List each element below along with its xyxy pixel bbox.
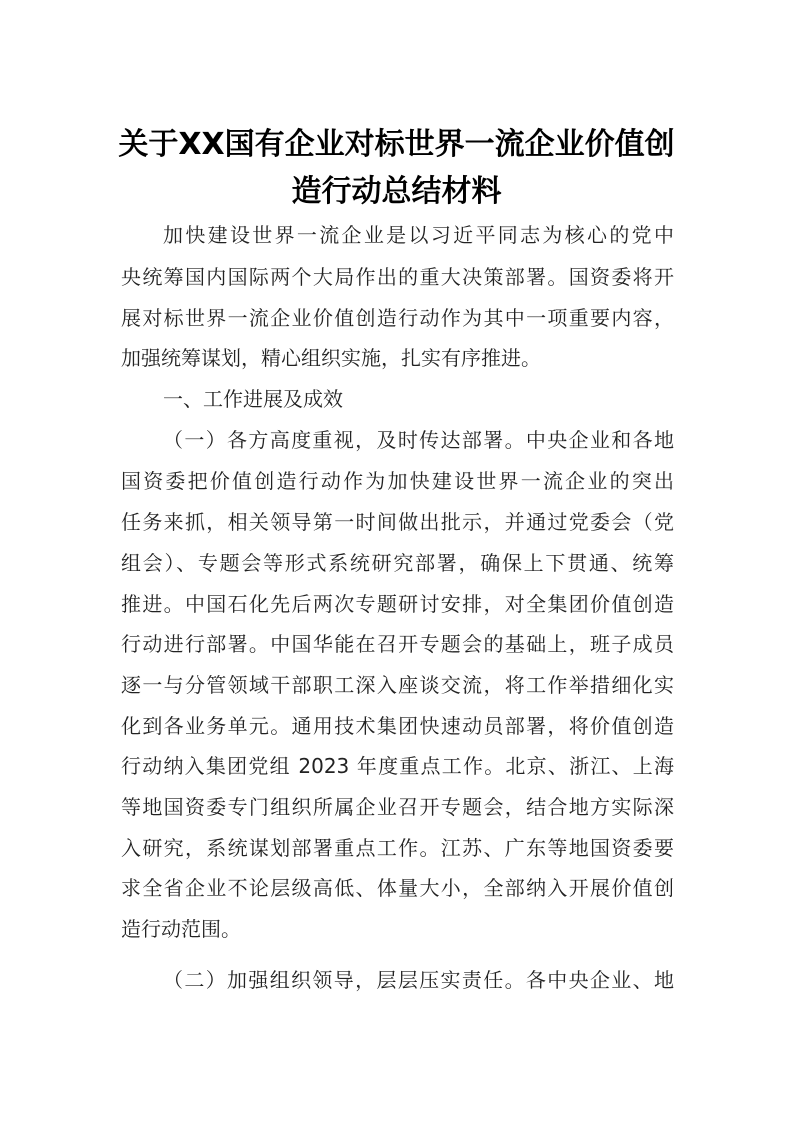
body-text-line: 展对标世界一流企业价值创造行动作为其中一项重要内容， bbox=[121, 306, 674, 330]
body-text-line: 任务来抓，相关领导第一时间做出批示，并通过党委会（党 bbox=[121, 510, 674, 534]
body-text-line: 求全省企业不论层级高低、体量大小，全部纳入开展价值创 bbox=[121, 876, 674, 900]
body-text-line: 国资委把价值创造行动作为加快建设世界一流企业的突出 bbox=[121, 469, 674, 493]
body-text-line: （二）加强组织领导，层层压实责任。各中央企业、地 bbox=[163, 968, 674, 992]
body-text-line: 加快建设世界一流企业是以习近平同志为核心的党中 bbox=[163, 223, 674, 247]
body-text-line: 化到各业务单元。通用技术集团快速动员部署，将价值创造 bbox=[121, 714, 674, 738]
body-text-line: 组会）、专题会等形式系统研究部署，确保上下贯通、统筹 bbox=[121, 551, 674, 575]
body-text-line: 行动进行部署。中国华能在召开专题会的基础上，班子成员 bbox=[121, 632, 674, 656]
body-text-line: （一）各方高度重视，及时传达部署。中央企业和各地 bbox=[163, 428, 674, 452]
body-text-line: 入研究，系统谋划部署重点工作。江苏、广东等地国资委要 bbox=[121, 836, 674, 860]
body-text-line: 行动纳入集团党组 2023 年度重点工作。北京、浙江、上海 bbox=[121, 754, 674, 778]
body-text-line: 造行动范围。 bbox=[121, 917, 241, 941]
body-text-line: 央统筹国内国际两个大局作出的重大决策部署。国资委将开 bbox=[121, 265, 674, 289]
body-text-line: 加强统筹谋划，精心组织实施，扎实有序推进。 bbox=[121, 346, 541, 370]
document-title-line-2: 造行动总结材料 bbox=[291, 174, 502, 209]
body-text-line: 等地国资委专门组织所属企业召开专题会，结合地方实际深 bbox=[121, 795, 674, 819]
body-text-line: 推进。中国石化先后两次专题研讨安排，对全集团价值创造 bbox=[121, 592, 674, 616]
document-title-line-1: 关于XX国有企业对标世界一流企业价值创 bbox=[118, 127, 675, 162]
body-text-line: 逐一与分管领域干部职工深入座谈交流，将工作举措细化实 bbox=[121, 673, 674, 697]
section-heading: 一、工作进展及成效 bbox=[163, 387, 343, 411]
